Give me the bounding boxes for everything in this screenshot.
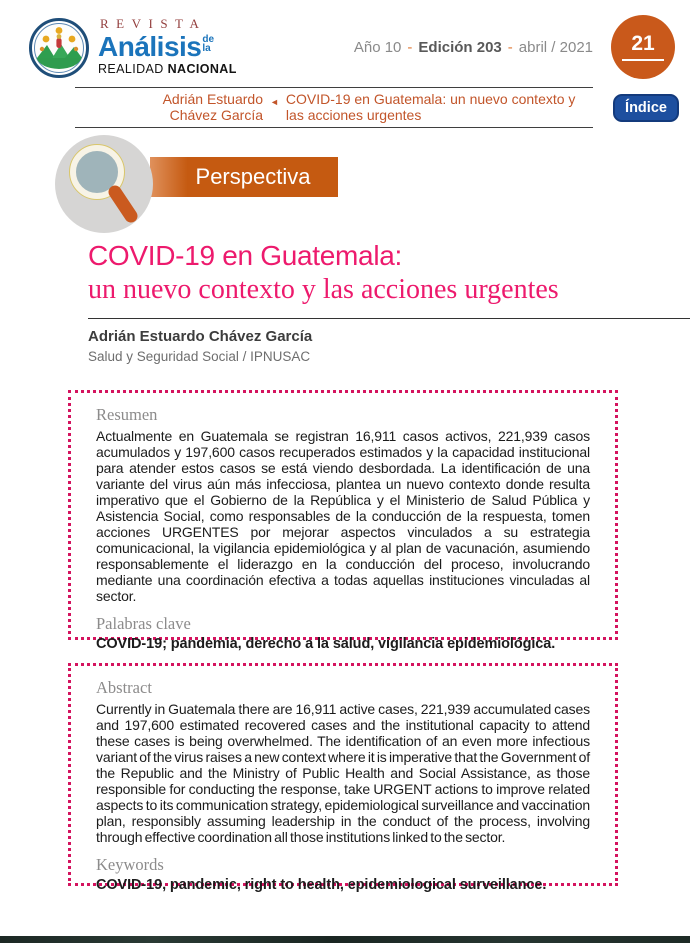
running-header-author bbox=[75, 91, 263, 123]
article-title-line1: COVID-19 en Guatemala: bbox=[88, 240, 402, 271]
article-author: Adrián Estuardo Chávez García bbox=[88, 328, 313, 345]
magnifier-icon bbox=[55, 135, 153, 233]
brand-realidad-nacional bbox=[98, 62, 237, 76]
abstract-heading: Abstract bbox=[96, 678, 152, 697]
issue-edition: Edición 203 bbox=[418, 39, 502, 56]
keywords-heading: Keywords bbox=[96, 855, 164, 874]
page-number-underline bbox=[622, 59, 664, 61]
running-header-title bbox=[286, 91, 593, 123]
index-button-label: Índice bbox=[625, 100, 667, 116]
header-rule-bottom bbox=[75, 127, 593, 128]
header-rule-top bbox=[75, 87, 593, 88]
section-banner bbox=[150, 157, 338, 197]
brand-nacional: NACIONAL bbox=[167, 62, 237, 76]
abstract-body: Currently in Guatemala there are 16,911 active cases, 221,939 accumulated cases and 197,600 estimated recovered cases and the institutional capacity to attend these cases is being overwhelmed. The identification of an even more infectious variant of the virus raises a new context where it is imperative that the Government of the Republic and the Ministry of Public Health and Social Assistance, as those responsible for conducting the response, take URGENT actions to improve related aspects to its communication strategy, epidemiological surveillance and vaccination plan, responsibly assuming leadership in the conduct of the process, involving through effective coordination all those institutions linked to the sector. bbox=[96, 701, 590, 845]
issue-info bbox=[354, 39, 593, 56]
footer-image-strip bbox=[0, 936, 690, 943]
palabras-clave-text: COVID-19; pandemia, derecho a la salud, vigilancia epidemiológica. bbox=[96, 636, 556, 652]
index-button[interactable] bbox=[613, 94, 679, 122]
issue-separator: - bbox=[507, 39, 513, 56]
running-header bbox=[75, 91, 593, 123]
brand-realidad: REALIDAD bbox=[98, 62, 164, 76]
journal-wordmark bbox=[98, 16, 237, 78]
brand-de: de bbox=[202, 34, 215, 45]
page-number: 21 bbox=[631, 32, 655, 55]
issue-year: Año 10 bbox=[353, 39, 402, 56]
page-number-badge bbox=[611, 15, 675, 79]
issue-date: abril / 2021 bbox=[518, 39, 593, 56]
brand-la: la bbox=[202, 42, 211, 54]
university-crest-logo bbox=[29, 18, 89, 78]
article-title bbox=[88, 240, 559, 307]
running-title-line2: las acciones urgentes bbox=[285, 107, 422, 123]
back-arrow-icon: ◄ bbox=[270, 97, 279, 107]
resumen-box bbox=[68, 390, 618, 652]
resumen-body: Actualmente en Guatemala se registran 16,911 casos activos, 221,939 casos acumulados y 197,600 casos recuperados estimados y la capacidad institucional para atender estos casos se está viendo desbordada. La identificación de una variante del virus aún más infecciosa, plantea un nuevo contexto donde resulta imperativo que el Gobierno de la República y el Ministerio de Salud Pública y Asistencia Social, como responsables de la conducción de la respuesta, tomen acciones URGENTES por mejorar aspectos vinculados a su estrategia comunicacional, la vigilancia epidemiológica y al plan de vacunación, asumiendo responsablemente el liderazgo en la conducción del proceso, involucrando mediante una coordinación efectiva a todas aquellas instituciones vinculadas al sector. bbox=[96, 428, 590, 604]
keywords-text: COVID-19, pandemic, right to health, epidemiological surveillance. bbox=[96, 877, 547, 893]
section-icon-circle bbox=[55, 135, 153, 233]
running-title-line1: COVID-19 en Guatemala: un nuevo contexto y bbox=[285, 91, 576, 107]
issue-separator: - bbox=[407, 39, 413, 56]
running-author-line2: Chávez García bbox=[169, 107, 263, 123]
brand-de-la bbox=[202, 36, 214, 53]
title-divider bbox=[88, 318, 690, 319]
running-author-line1: Adrián Estuardo bbox=[162, 91, 263, 107]
palabras-clave-heading: Palabras clave bbox=[96, 614, 191, 633]
article-title-line2: un nuevo contexto y las acciones urgentes bbox=[88, 274, 559, 305]
brand-analisis: Análisis bbox=[98, 31, 202, 62]
brand-revista: REVISTA bbox=[100, 16, 207, 31]
crest-icon bbox=[29, 18, 89, 78]
article-affiliation: Salud y Seguridad Social / IPNUSAC bbox=[88, 349, 311, 364]
abstract-box bbox=[68, 663, 618, 893]
resumen-heading: Resumen bbox=[96, 405, 158, 424]
section-banner-label: Perspectiva bbox=[195, 164, 311, 189]
